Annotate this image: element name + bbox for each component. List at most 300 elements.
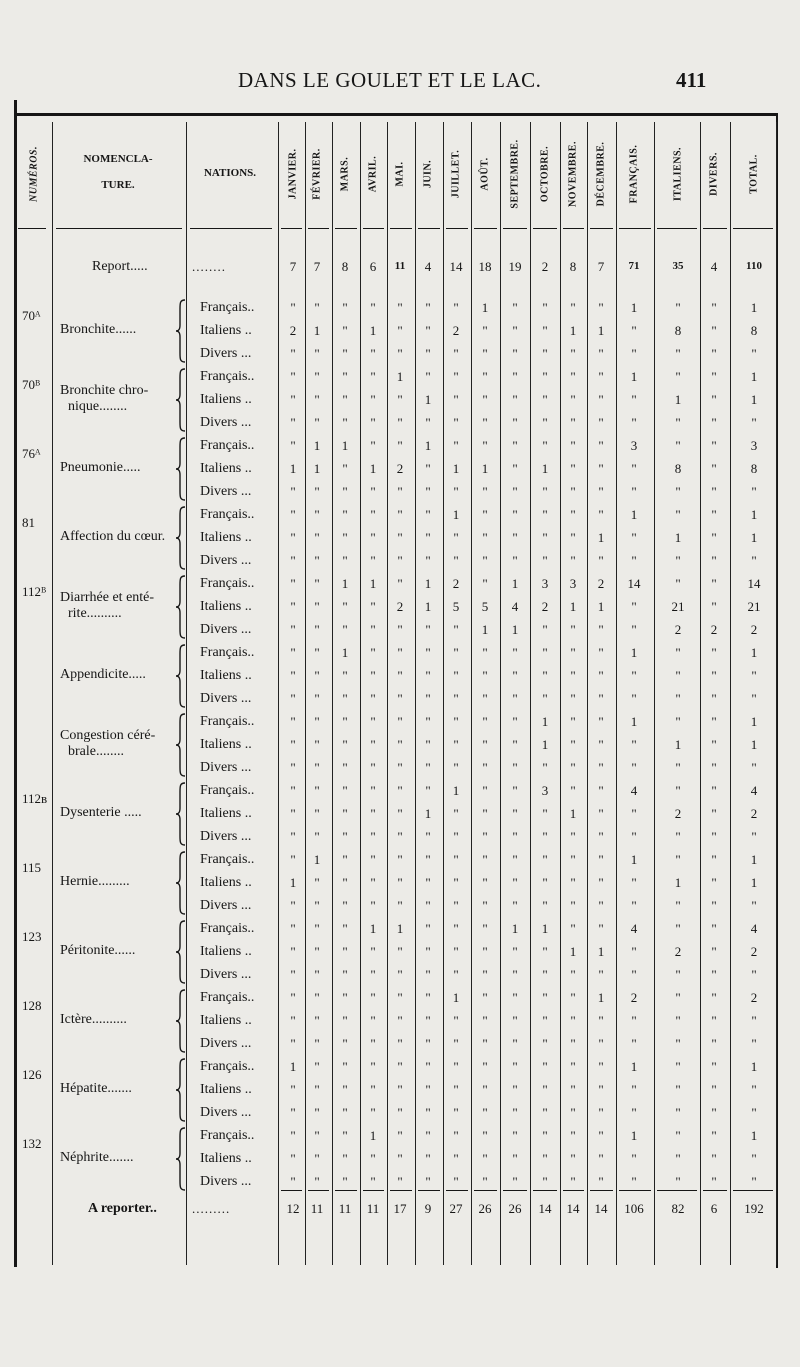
value-cell: " [314,1151,320,1166]
value-cell: " [482,530,488,545]
value-cell: " [675,576,681,591]
value-cell: " [512,1059,518,1074]
disease-name-line: Bronchite chro- [60,383,149,398]
nation-label: Français.. [200,921,255,936]
value-cell: 1 [750,645,758,660]
value-cell: " [290,944,296,959]
value-cell: " [711,1013,717,1028]
value-cell: " [570,530,576,545]
value-cell: 35 [672,260,684,272]
value-cell: " [570,829,576,844]
value-cell: 26 [508,1201,522,1216]
value-cell: " [397,829,403,844]
nation-row [0,917,800,940]
value-cell: 1 [541,714,549,729]
value-cell: 4 [710,259,718,274]
nation-label: Divers ... [200,346,252,361]
header-column-label: JUILLET. [450,149,462,199]
value-cell: " [570,300,576,315]
header-column [560,122,586,226]
nation-label: Français.. [200,1059,255,1074]
value-cell: " [290,507,296,522]
value-cell: 5 [452,599,460,614]
value-cell: " [631,1082,637,1097]
value-cell: " [342,829,348,844]
value-cell: " [290,1174,296,1189]
disease-name-line: Dysenterie ..... [60,805,142,820]
value-cell: 1 [452,783,460,798]
header-underline [533,228,557,229]
value-cell: " [711,369,717,384]
value-cell: " [631,829,637,844]
value-cell: " [751,1174,757,1189]
value-cell: " [482,691,488,706]
value-cell: " [675,1105,681,1120]
value-cell: 2 [674,806,682,821]
value-cell: 26 [478,1201,492,1216]
value-cell: " [397,967,403,982]
value-cell: " [370,714,376,729]
nation-label: Italiens .. [200,1151,252,1166]
value-cell: " [570,875,576,890]
nation-label: Divers ... [200,760,252,775]
value-cell: " [598,1105,604,1120]
value-cell: " [711,576,717,591]
value-cell: " [751,1013,757,1028]
value-cell: 1 [369,921,377,936]
value-cell: " [482,415,488,430]
header-column [741,122,767,226]
value-cell: " [482,507,488,522]
value-cell: 1 [750,392,758,407]
value-cell: " [711,829,717,844]
value-cell: " [631,1105,637,1120]
value-cell: " [751,898,757,913]
value-cell: " [711,346,717,361]
header-column-label: MARS. [339,156,351,192]
value-cell: " [342,1059,348,1074]
nation-row [0,1101,800,1124]
value-cell: " [290,852,296,867]
value-cell: " [290,576,296,591]
header-column [701,122,727,226]
disease-name-line: Péritonite...... [60,943,136,958]
value-cell: " [482,967,488,982]
value-cell: 2 [674,944,682,959]
nation-label: Divers ... [200,967,252,982]
value-cell: 1 [511,921,519,936]
value-cell: " [512,1082,518,1097]
value-cell: " [314,576,320,591]
value-cell: " [512,806,518,821]
value-cell: " [512,369,518,384]
value-cell: " [370,553,376,568]
value-cell: " [314,530,320,545]
value-cell: " [425,1059,431,1074]
value-cell: " [425,507,431,522]
value-cell: " [370,346,376,361]
value-cell: 1 [630,1059,638,1074]
value-cell: " [342,622,348,637]
value-cell: " [482,553,488,568]
value-cell: " [290,760,296,775]
value-cell: " [453,553,459,568]
value-cell: " [631,1013,637,1028]
value-cell: " [631,806,637,821]
value-cell: " [711,507,717,522]
report-dots: ........ [192,259,226,274]
nation-row [0,1032,800,1055]
value-cell: 1 [369,461,377,476]
row-number: 132 [22,1136,42,1151]
value-cell: " [482,783,488,798]
value-cell: 1 [750,875,758,890]
value-cell: " [425,645,431,660]
value-cell: " [482,760,488,775]
value-cell: " [598,392,604,407]
value-cell: 1 [289,875,297,890]
value-cell: " [397,1013,403,1028]
nation-row [0,733,800,756]
value-cell: " [675,415,681,430]
value-cell: " [453,967,459,982]
nation-label: Divers ... [200,1036,252,1051]
header-column-label: FRANÇAIS. [628,144,640,204]
value-cell: " [453,898,459,913]
value-cell: " [598,714,604,729]
value-cell: " [570,553,576,568]
value-cell: " [512,783,518,798]
value-cell: " [542,645,548,660]
value-cell: " [342,691,348,706]
value-cell: " [542,530,548,545]
value-cell: " [542,852,548,867]
value-cell: " [512,967,518,982]
value-cell: " [570,415,576,430]
row-number: 128 [22,998,42,1013]
value-cell: " [453,921,459,936]
header-underline [281,228,302,229]
value-cell: " [425,875,431,890]
value-cell: 3 [569,576,577,591]
value-cell: " [342,1036,348,1051]
value-cell: " [453,944,459,959]
nation-row [0,411,800,434]
value-cell: " [631,346,637,361]
value-cell: " [425,461,431,476]
value-cell: 2 [630,990,638,1005]
value-cell: " [598,553,604,568]
value-cell: " [397,415,403,430]
value-cell: " [397,507,403,522]
value-cell: 1 [630,645,638,660]
value-cell: " [290,990,296,1005]
value-cell: " [598,1036,604,1051]
value-cell: " [482,1059,488,1074]
value-cell: " [751,967,757,982]
nation-label: Français.. [200,852,255,867]
nation-label: Italiens .. [200,875,252,890]
nation-row [0,940,800,963]
value-cell: " [425,898,431,913]
value-cell: " [425,1174,431,1189]
value-cell: " [598,1059,604,1074]
value-cell: 1 [569,806,577,821]
value-cell: " [675,1013,681,1028]
value-cell: 1 [750,1059,758,1074]
value-cell: " [512,875,518,890]
value-cell: 4 [424,259,432,274]
nation-row [0,319,800,342]
value-cell: " [314,1174,320,1189]
disease-name-line: Affection du cœur. [60,529,166,544]
value-cell: " [482,323,488,338]
value-cell: " [675,645,681,660]
value-cell: 1 [630,714,638,729]
value-cell: " [542,1082,548,1097]
value-cell: " [453,714,459,729]
value-cell: " [675,553,681,568]
value-cell: " [425,760,431,775]
value-cell: " [314,714,320,729]
value-cell: " [570,921,576,936]
value-cell: 1 [750,714,758,729]
value-cell: 1 [750,507,758,522]
value-cell: " [675,760,681,775]
report-label: Report..... [92,259,148,274]
value-cell: " [290,622,296,637]
value-cell: " [631,1174,637,1189]
value-cell: " [631,898,637,913]
nation-row [0,1124,800,1147]
value-cell: 2 [452,576,460,591]
value-cell: " [342,530,348,545]
value-cell: 1 [341,576,349,591]
value-cell: " [314,898,320,913]
value-cell: " [598,691,604,706]
value-cell: " [397,622,403,637]
value-cell: " [512,484,518,499]
value-cell: 1 [396,921,404,936]
value-cell: " [453,668,459,683]
nation-label: Italiens .. [200,944,252,959]
nation-row [0,595,800,618]
value-cell: " [290,714,296,729]
value-cell: " [314,484,320,499]
value-cell: " [751,415,757,430]
value-cell: 1 [481,622,489,637]
value-cell: 14 [747,576,761,591]
nation-row [0,457,800,480]
value-cell: " [397,875,403,890]
value-cell: 1 [313,438,321,453]
header-underline [657,228,697,229]
value-cell: 1 [452,507,460,522]
value-cell: " [370,852,376,867]
value-cell: " [711,1174,717,1189]
value-cell: " [570,668,576,683]
value-cell: 1 [597,599,605,614]
value-cell: " [342,1013,348,1028]
value-cell: " [342,369,348,384]
nation-row [0,572,800,595]
value-cell: " [314,875,320,890]
value-cell: " [542,507,548,522]
value-cell: 8 [674,461,682,476]
header-underline [363,228,384,229]
nation-label: Divers ... [200,415,252,430]
nation-row [0,756,800,779]
value-cell: " [397,737,403,752]
value-cell: 4 [630,921,638,936]
value-cell: " [425,1151,431,1166]
nation-row [0,894,800,917]
value-cell: " [675,967,681,982]
value-cell: " [453,484,459,499]
value-cell: " [751,829,757,844]
value-cell: " [751,346,757,361]
nation-label: Français.. [200,714,255,729]
header-nomenclature: NOMENCLA- TURE. [83,153,153,191]
value-cell: " [425,737,431,752]
value-cell: " [342,346,348,361]
value-cell: " [342,967,348,982]
value-cell: " [542,829,548,844]
value-cell: " [482,576,488,591]
value-cell: " [631,530,637,545]
nation-row [0,1009,800,1032]
value-cell: " [570,392,576,407]
value-cell: " [370,507,376,522]
value-cell: " [512,1174,518,1189]
value-cell: 1 [674,875,682,890]
value-cell: " [512,461,518,476]
value-cell: " [342,300,348,315]
value-cell: " [751,484,757,499]
value-cell: " [370,875,376,890]
value-cell: 27 [449,1201,463,1216]
value-cell: " [598,829,604,844]
value-cell: 3 [541,576,549,591]
value-cell: " [711,944,717,959]
value-cell: " [290,438,296,453]
value-cell: " [370,392,376,407]
value-cell: " [342,392,348,407]
value-cell: " [425,783,431,798]
value-cell: " [711,392,717,407]
value-cell: " [631,392,637,407]
value-cell: " [542,1174,548,1189]
value-cell: " [290,1151,296,1166]
value-cell: " [314,806,320,821]
value-cell: 1 [541,921,549,936]
value-cell: 4 [630,783,638,798]
nation-row [0,296,800,319]
value-cell: " [314,1036,320,1051]
value-cell: 1 [289,461,297,476]
value-cell: " [711,599,717,614]
value-cell: " [512,829,518,844]
value-cell: " [314,829,320,844]
value-cell: 2 [541,599,549,614]
value-cell: " [751,553,757,568]
value-cell: " [570,1082,576,1097]
value-cell: 11 [366,1201,380,1216]
value-cell: " [570,990,576,1005]
value-cell: " [453,392,459,407]
value-cell: " [370,829,376,844]
value-cell: " [425,530,431,545]
value-cell: 8 [569,259,577,274]
value-cell: " [570,691,576,706]
value-cell: " [711,1059,717,1074]
header-underline [474,228,497,229]
value-cell: " [453,1059,459,1074]
value-cell: " [631,461,637,476]
value-cell: " [342,806,348,821]
value-cell: " [570,898,576,913]
value-cell: " [570,369,576,384]
value-cell: " [542,806,548,821]
nation-label: Italiens .. [200,530,252,545]
disease-name-line: Congestion céré- [60,728,156,743]
disease-name-line: Hernie......... [60,874,130,889]
nation-label: Italiens .. [200,1082,252,1097]
value-cell: " [370,369,376,384]
value-cell: " [397,691,403,706]
row-number: 81 [22,515,35,530]
value-cell: 1 [481,300,489,315]
value-cell: 14 [538,1201,552,1216]
value-cell: 1 [750,530,758,545]
value-cell: " [290,668,296,683]
value-cell: 1 [630,852,638,867]
value-cell: " [425,1105,431,1120]
value-cell: " [290,599,296,614]
value-cell: " [598,898,604,913]
header-column-label: SEPTEMBRE. [509,139,521,209]
value-cell: 1 [452,461,460,476]
value-cell: " [453,875,459,890]
value-cell: " [342,1174,348,1189]
value-cell: " [370,1151,376,1166]
value-cell: " [290,691,296,706]
header-column [280,122,306,226]
value-cell: " [598,875,604,890]
carry-forward-label: A reporter.. [88,1201,157,1216]
value-cell: " [314,668,320,683]
row-number: 76ᴬ [22,446,41,461]
header-column-label: ITALIENS. [672,146,684,202]
value-cell: " [631,622,637,637]
value-cell: " [512,1128,518,1143]
value-cell: " [598,1174,604,1189]
disease-name-line: Ictère.......... [60,1012,127,1027]
value-cell: " [453,346,459,361]
value-cell: " [370,806,376,821]
header-column-label: TOTAL. [748,154,760,194]
value-cell: " [314,1013,320,1028]
value-cell: " [542,898,548,913]
value-cell: " [342,852,348,867]
value-cell: " [482,392,488,407]
value-cell: " [512,990,518,1005]
value-cell: " [482,714,488,729]
value-cell: " [512,691,518,706]
value-cell: " [290,553,296,568]
value-cell: " [570,783,576,798]
value-cell: " [542,323,548,338]
